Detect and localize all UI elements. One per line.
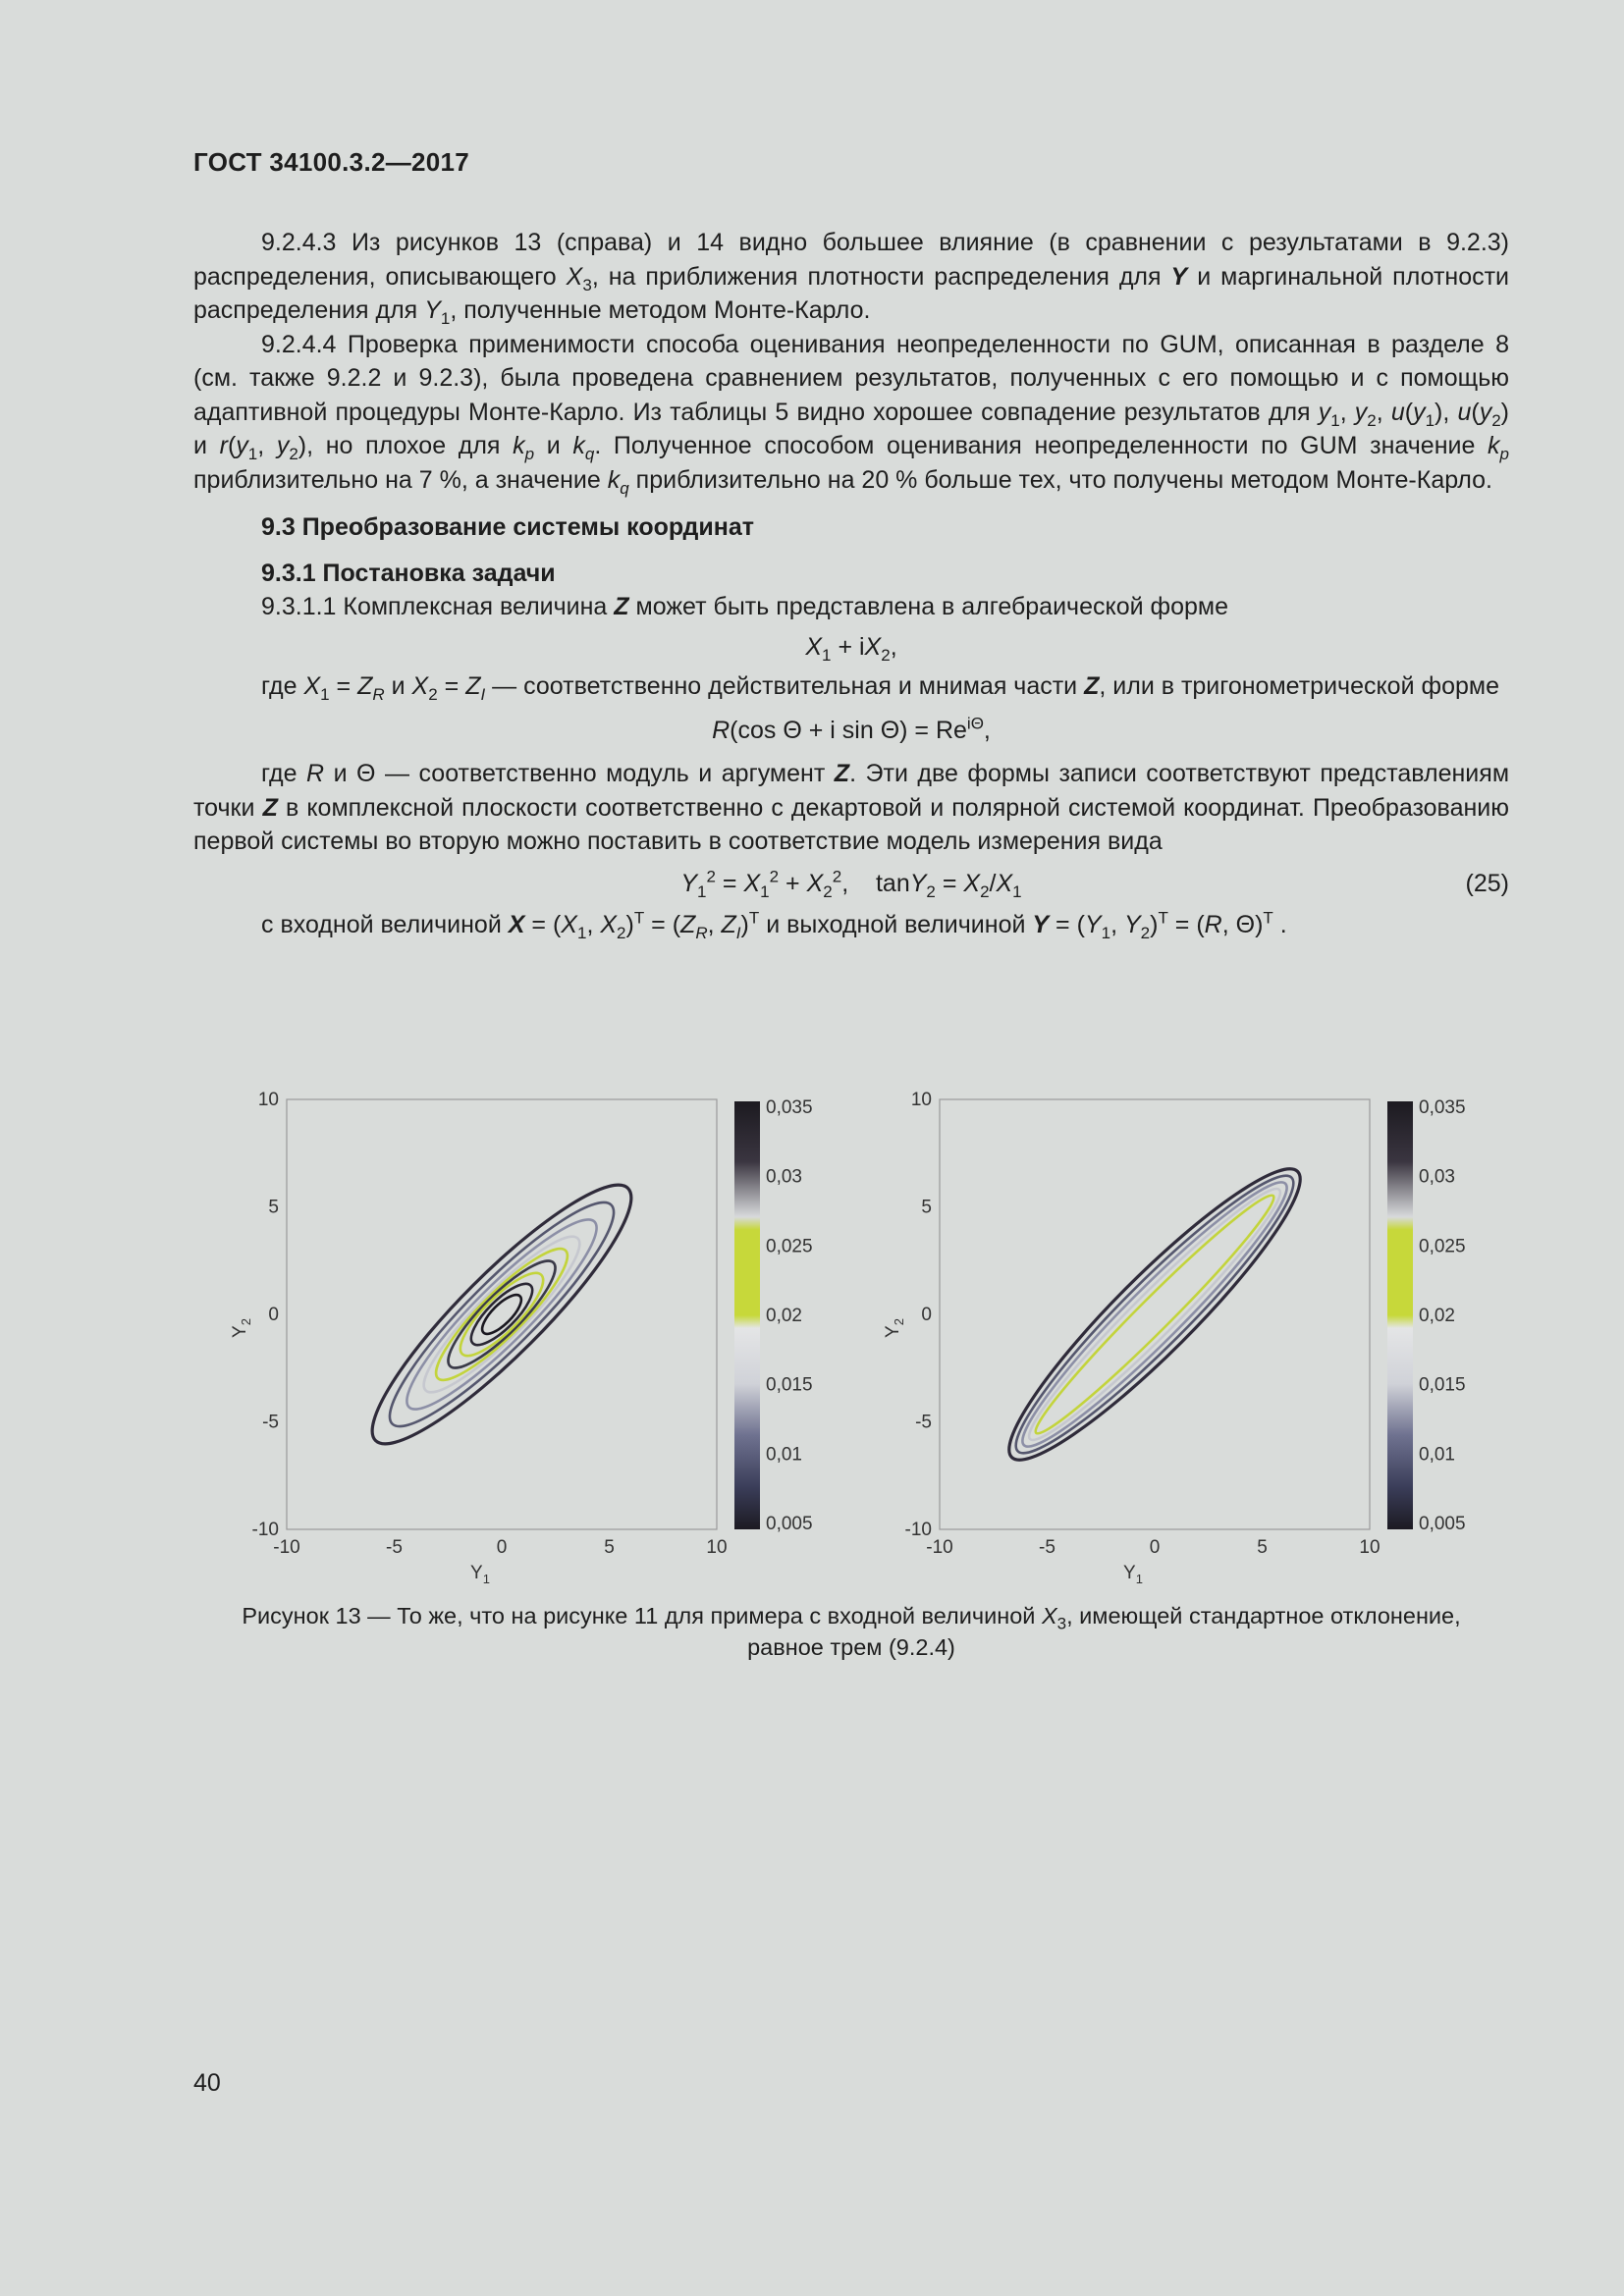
paragraph-9-3-1-1: 9.3.1.1 Комплексная величина Z может быть представлена в алгебраической форме — [261, 593, 1228, 620]
contour-line — [450, 1262, 553, 1365]
contour-line — [347, 1159, 657, 1469]
y-tick-label: 0 — [921, 1305, 932, 1325]
colorbar-tick-label: 0,02 — [766, 1306, 802, 1326]
x-tick-label: 0 — [1149, 1537, 1161, 1558]
colorbar-tick-label: 0,015 — [1419, 1374, 1466, 1396]
document-header: ГОСТ 34100.3.2—2017 — [193, 147, 470, 177]
colorbar-tick-label: 0,035 — [766, 1097, 813, 1118]
formula-25: $Y_1^2 = X_1^2 + X_2^2$, $\tan Y_2 = X_2/X_1$ (25) — [680, 867, 1509, 901]
x-tick-label: 5 — [604, 1537, 615, 1558]
x-tick-label: -10 — [926, 1537, 953, 1558]
y-tick-label: -5 — [262, 1412, 279, 1433]
text-body — [193, 226, 1509, 942]
colorbar — [1387, 1101, 1413, 1529]
colorbar-tick-label: 0,005 — [766, 1514, 813, 1534]
y-tick-label: -5 — [915, 1412, 932, 1433]
colorbar-tick-label: 0,02 — [1419, 1306, 1455, 1326]
x-tick-label: 0 — [496, 1537, 508, 1558]
colorbar-tick-label: 0,015 — [766, 1374, 813, 1396]
formula-trigonometric: R(cos Θ + i $\sin \Theta) = Re^{i\Theta}$, — [712, 714, 991, 744]
colorbar-tick-label: 0,025 — [1419, 1236, 1466, 1257]
y-tick-label: 5 — [268, 1197, 279, 1218]
colorbar-tick-label: 0,01 — [1419, 1444, 1455, 1466]
paragraph-9-2-4-3: 9.2.4.3 Из рисунков 13 (справа) и 14 видно большее влияние (в сравнении с результатами в 9.2.3) распределения, описывающего $X_3$, на приближения плотности распределения для Y и маргинальной плотности распределения для $Y_1$, полученные методом Монте-Карло. — [193, 229, 1510, 328]
y-tick-label: -10 — [904, 1520, 932, 1540]
colorbar-tick-label: 0,035 — [1419, 1097, 1466, 1118]
contour-plot-right-svg — [849, 1080, 1497, 1590]
x-axis-label: $Y_1$ — [470, 1563, 490, 1586]
y-axis-label-sub: 2 — [892, 1318, 906, 1326]
y-tick-label: 10 — [910, 1090, 932, 1110]
contour-line — [1015, 1175, 1295, 1455]
x-axis-label: $Y_1$ — [1123, 1563, 1143, 1586]
contour-line — [1004, 1164, 1304, 1464]
section-heading-9-3-1: 9.3.1 Постановка задачи — [261, 559, 556, 587]
contour-plot-right — [849, 1080, 1497, 1595]
y-axis-label: $Y_2$ — [883, 1318, 906, 1338]
section-heading-9-3: 9.3 Преобразование системы координат — [261, 513, 755, 541]
x-tick-label: -5 — [1039, 1537, 1056, 1558]
colorbar-tick-label: 0,025 — [766, 1236, 813, 1257]
x-tick-label: -10 — [273, 1537, 300, 1558]
x-tick-label: 5 — [1257, 1537, 1268, 1558]
paragraph-input-output: с входной величиной $X = (X_1$, $X_2)^T = (Z_R$, $Z_I)^T$ и выходной величиной $Y = (Y_1$, $Y_2)^T = (R$, Θ)$^T$ . — [261, 908, 1287, 942]
colorbar-tick-label: 0,01 — [766, 1444, 802, 1466]
formula-algebraic: $X_1 + iX_2$, — [805, 632, 897, 665]
plot-frame — [940, 1099, 1370, 1529]
colorbar-tick-label: 0,03 — [1419, 1166, 1455, 1188]
paragraph-real-imag: где $X_1 = Z_R$ и $X_2 = Z_I$ — соответственно действительная и мнимая части Z, или в тригонометрической форме — [261, 672, 1499, 704]
contour-line — [409, 1222, 595, 1408]
x-axis-label-sub: 1 — [1135, 1572, 1143, 1586]
figure-caption: Рисунок 13 — То же, что на рисунке 11 для примера с входной величиной $X_3$, имеющей стандартное отклонение, равное трем (9.2.4) — [242, 1603, 1461, 1660]
y-tick-label: 0 — [268, 1305, 279, 1325]
colorbar-tick-label: 0,03 — [766, 1166, 802, 1188]
colorbar-tick-label: 0,005 — [1419, 1514, 1466, 1534]
page-number: 40 — [193, 2069, 221, 2097]
contour-line — [1025, 1185, 1285, 1445]
x-tick-label: -5 — [386, 1537, 403, 1558]
plot-frame — [287, 1099, 717, 1529]
y-tick-label: -10 — [251, 1520, 279, 1540]
x-tick-label: 10 — [706, 1537, 728, 1558]
contour-line — [995, 1154, 1314, 1473]
y-tick-label: 5 — [921, 1197, 932, 1218]
y-axis-label: $Y_2$ — [230, 1318, 253, 1338]
y-tick-label: 10 — [257, 1090, 279, 1110]
colorbar — [734, 1101, 760, 1529]
x-axis-label-sub: 1 — [482, 1572, 490, 1586]
y-axis-label-sub: 2 — [239, 1318, 253, 1326]
x-tick-label: 10 — [1359, 1537, 1380, 1558]
contour-line — [389, 1201, 614, 1426]
paragraph-modulus-argument: где R и Θ — соответственно модуль и аргумент Z. Эти две формы записи соответствуют представлениям точки Z в комплексной плоскости соответственно с декартовой и полярной системой координат. Преобразованию первой системы во вторую можно поставить в соответствие модель измерения вида — [193, 760, 1510, 855]
contour-plot-left-svg — [196, 1080, 844, 1590]
contour-plot-left — [196, 1080, 844, 1595]
equation-number: (25) — [1465, 869, 1509, 897]
paragraph-9-2-4-4: 9.2.4.4 Проверка применимости способа оценивания неопределенности по GUM, описанная в разделе 8 (см. также 9.2.2 и 9.2.3), была проведена сравнением результатов, полученных с его помощью и с помощью адаптивной процедуры Монте-Карло. Из таблицы 5 видно хорошее совпадение результатов для $y_1$, $y_2$, $u(y_1)$, $u(y_2)$ и $r(y_1$, $y_2$), но плохое для $k_p$ и $k_q$. Полученное способом оценивания неопределенности по GUM значение $k_p$ приблизительно на 7 %, а значение $k_q$ приблизительно на 20 % больше тех, что получены методом Монте-Карло. — [193, 330, 1509, 498]
